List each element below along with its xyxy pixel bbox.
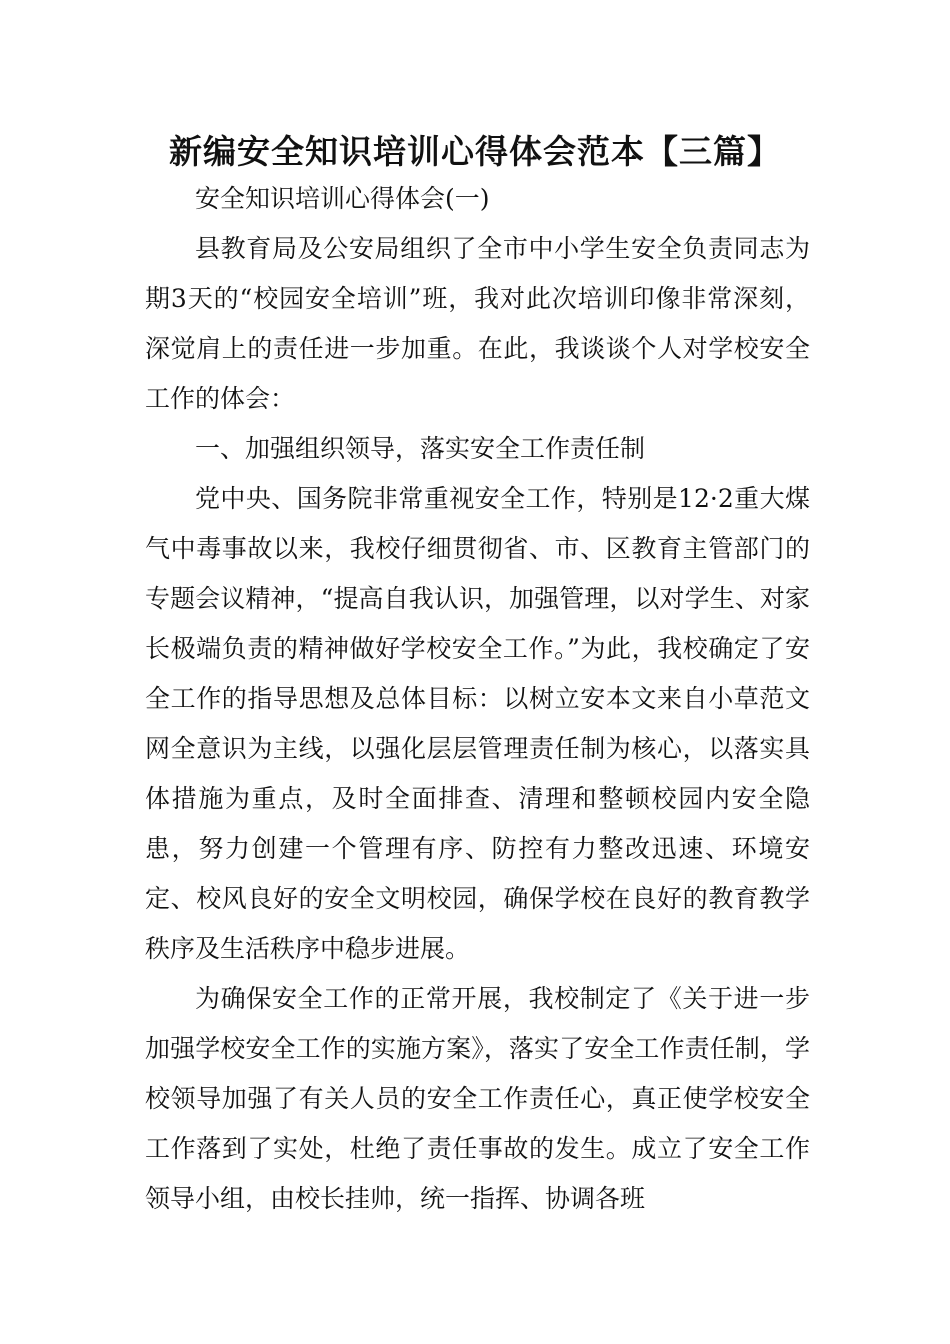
document-title: 新编安全知识培训心得体会范本【三篇】 bbox=[169, 132, 781, 171]
section-heading: 安全知识培训心得体会(一) bbox=[195, 184, 490, 213]
paragraph: 党中央、国务院非常重视安全工作，特别是12·2重大煤气中毒事故以来，我校仔细贯彻省、市、区教育主管部门的专题会议精神，“提高自我认识，加强管理，以对学生、对家长极端负责的精神做好学校安全工作。”为此，我校确定了安全工作的指导思想及总体目标：以树立安本文来自小草范文网全意识为主线，以强化层层管理责任制为核心，以落实具体措施为重点，及时全面排查、清理和整顿校园内安全隐患，努力创建一个管理有序、防控有力整改迅速、环境安定、校风良好的安全文明校园，确保学校在良好的教育教学秩序及生活秩序中稳步进展。 bbox=[145, 484, 810, 963]
paragraph: 县教育局及公安局组织了全市中小学生安全负责同志为期3天的“校园安全培训”班，我对此次培训印像非常深刻，深觉肩上的责任进一步加重。在此，我谈谈个人对学校安全工作的体会： bbox=[145, 234, 810, 413]
paragraph: 为确保安全工作的正常开展，我校制定了《关于进一步加强学校安全工作的实施方案》，落实了安全工作责任制，学校领导加强了有关人员的安全工作责任心，真正使学校安全工作落到了实处，杜绝了责任事故的发生。成立了安全工作领导小组，由校长挂帅，统一指挥、协调各班 bbox=[145, 984, 810, 1213]
document-body bbox=[145, 174, 810, 1224]
sub-heading: 一、加强组织领导，落实安全工作责任制 bbox=[195, 434, 646, 463]
